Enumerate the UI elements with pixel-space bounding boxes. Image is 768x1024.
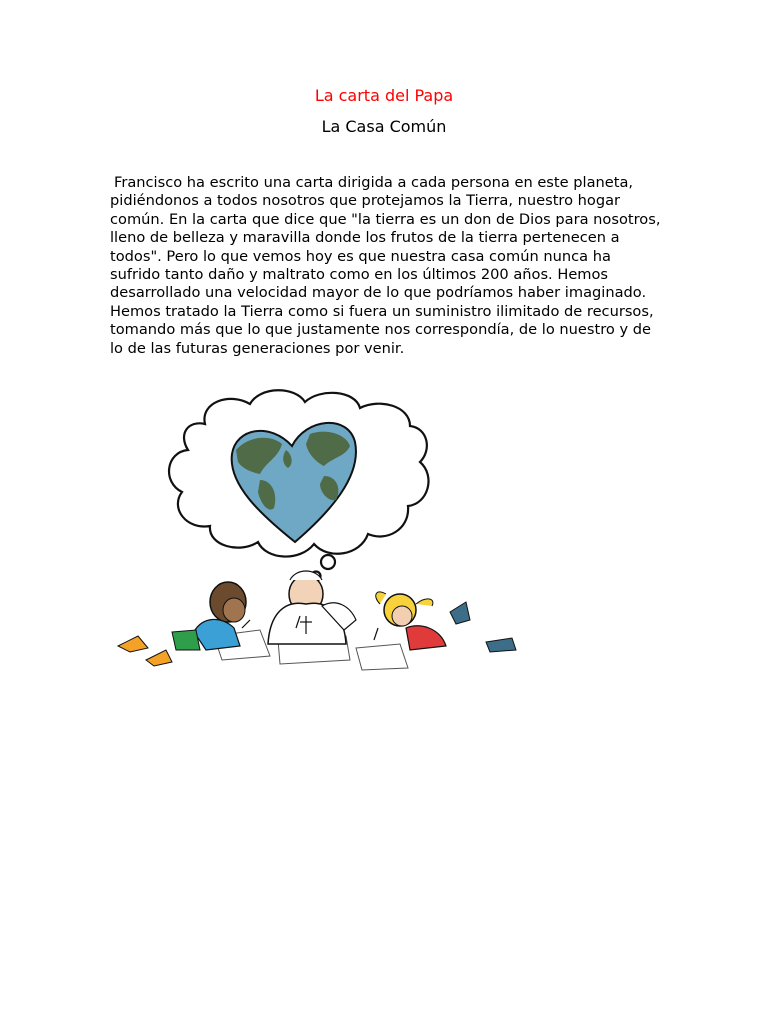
document-title: La carta del Papa <box>314 86 454 105</box>
pope-figure <box>268 571 356 644</box>
child-right <box>376 592 516 652</box>
document-subtitle: La Casa Común <box>321 117 447 136</box>
pope-children-earth-heart-illustration <box>110 384 530 674</box>
body-paragraph: Francisco ha escrito una carta dirigida a cada persona en este planeta, pidiéndonos a todos nosotros que protejamos la Tierra, nuestro hogar común. En la carta que dice que "la tierra es un don de Dios para nosotros, lleno de belleza y maravilla donde los frutos de la tierra pertenecen a todos". Pero lo que vemos hoy es que nuestra casa común nunca ha sufrido tanto daño y maltrato como en los últimos 200 años. Hemos desarrollado una velocidad mayor de lo que podríamos haber imaginado. Hemos tratado la Tierra como si fuera un suministro ilimitado de recursos, tomando más que lo que justamente nos correspondía, de lo nuestro y de lo de las futuras generaciones por venir. <box>110 174 661 357</box>
